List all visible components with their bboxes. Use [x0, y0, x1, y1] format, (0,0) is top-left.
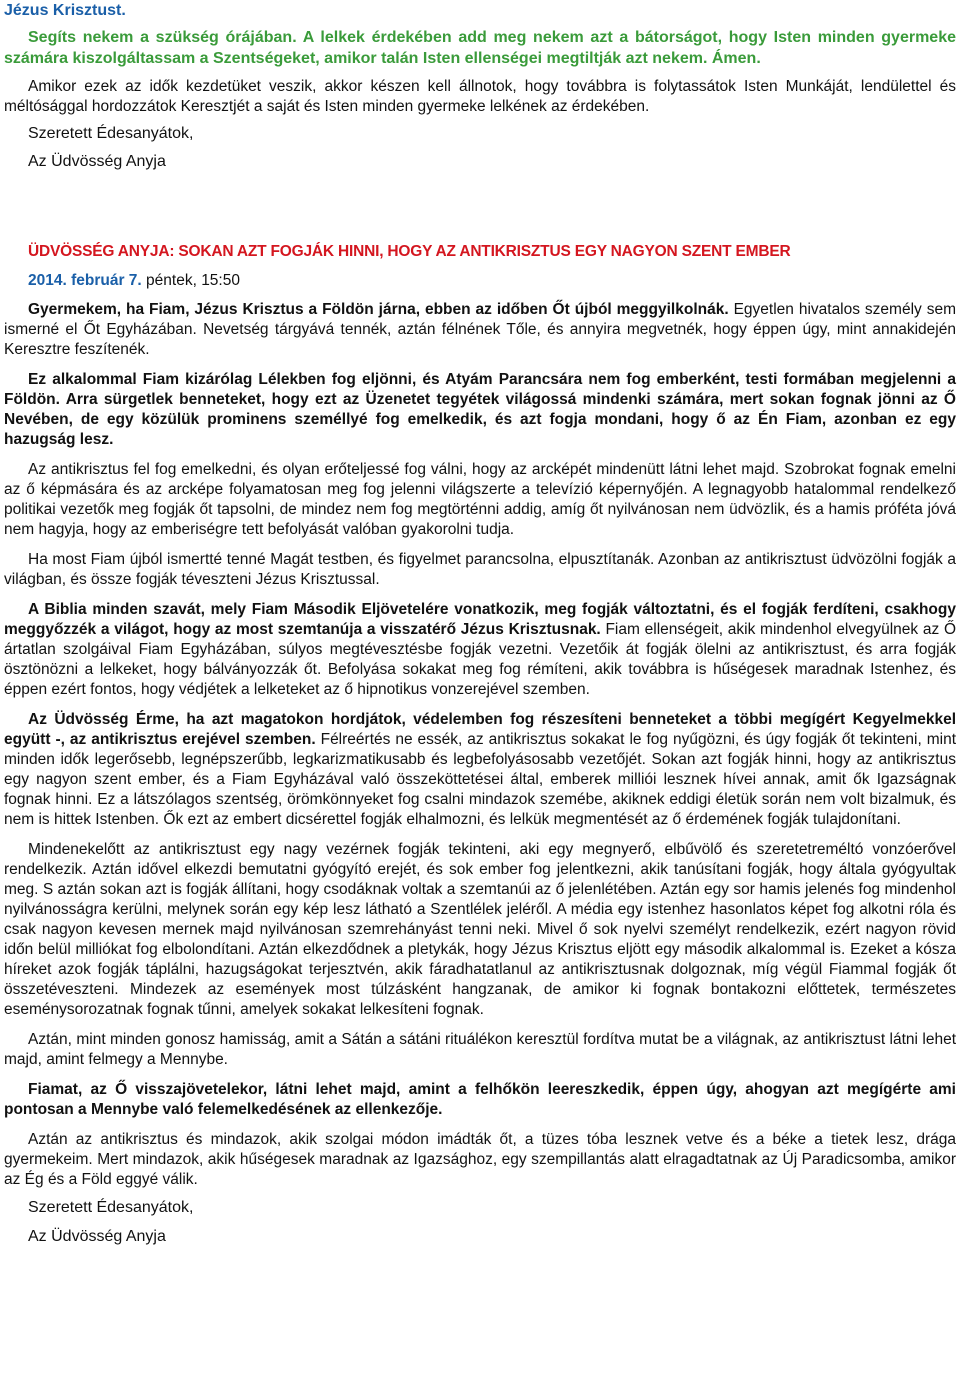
message-paragraph-2: Ez alkalommal Fiam kizárólag Lélekben fog eljönni, és Atyám Parancsára nem fog emberként, testi formában megjelenni a Földön. Arra sürgetlek benneteket, hogy ezt az Üzenetet tegyétek világossá mindenki számára, mert sokan fognak jönni az Ő Nevében, de egy közülük prominens személlyé fog emelkedik, és azt fogja mondani, hogy ő az Én Fiam, azonban ez egy hazugság lesz. [4, 371, 956, 448]
message-paragraph-7: Mindenekelőtt az antikrisztust egy nagy vezérnek fogják tekinteni, aki egy megnyerő, elbűvölő és szeretetreméltó vonzóerővel rendelkezik. Aztán idővel elkezdi bemutatni gyógyító erejét, és sok ember fog jelentkezni, akik tanúsítani fogják, hogy általa gyógyultak meg. S aztán sokan azt is fogják állítani, hogy csodáknak voltak a szemtanúi az ő jelenlétében. Aztán egy sor hamis jelenés fog mindenhol nyilvánosságra kerülni, melynek során egy kép lesz látható a Szentlélek jeléről. A média egy istenhez hasonlatos képet fog alkotni róla és csak nagyon kevesen mernek majd nyilvánosan szemrehányást tenni neki. Mivel ő sok nyelvi személyt rendelkezik, ezért nagyon rövid időn belül milliókat fog elbolondítani. Aztán elkezdődnek a pletykák, hogy Jézus Krisztus eljött egy második alkalommal is. Ezeket a kósza híreket azok fogják táplálni, hazugságokat terjesztvén, akik fáradhatatlanul az antikrisztusnak dolgoznak, míg végül Fiammal fogják őt összetéveszteni. Mindezek az események most túlzásként hangzanak, de amikor ki fognak bontakozni előttetek, természetes eseménysorozatnak fognak tűnni, amelyek sokakat lelkesíteni fognak. [4, 841, 956, 1018]
intro-signature-line-2: Az Üdvösség Anyja [28, 153, 166, 170]
message-signature-line-2: Az Üdvösség Anyja [28, 1228, 166, 1245]
message-paragraph-1: Gyermekem, ha Fiam, Jézus Krisztus a Földön járna, ebben az időben Őt újból meggyilkolnák. Egyetlen hivatalos személy sem ismerné el Őt Egyházában. Nevetség tárgyává tennék, aztán félnének Tőle, és annyira megvetnék, hogy éppen úgy, mint annakidején Keresztre feszítenék. [4, 301, 956, 358]
message-date [4, 271, 956, 291]
document-page [0, 1, 960, 1376]
message-date-bold: 2014. február 7. [28, 272, 142, 289]
message-paragraph-4: Ha most Fiam újból ismertté tenné Magát testben, és figyelmet parancsolna, elpusztítanák. Azonban az antikrisztust üdvözölni fogják a világban, és össze fogják téveszteni Jézus Krisztussal. [4, 551, 956, 588]
message-paragraph-5: A Biblia minden szavát, mely Fiam Második Eljövetelére vonatkozik, meg fogják változtatni, és el fogják ferdíteni, csakhogy meggyőzzék a világot, hogy az most szemtanúja a visszatérő Jézus Krisztusnak. Fiam ellenségeit, akik mindenhol elvegyülnek az Ő ártatlan szolgáival Fiam Egyházában, súlyos megtévesztésbe fogják vezetni. Vezetőik át fogják ölelni az antikrisztust, és arra fogják ösztönözni a lelkeket, hogy bálványozzák őt. Befolyása sokakat meg fog rémíteni, akik továbbra is hűségesek maradnak Istenhez, és éppen ezért fontos, hogy védjétek a lelketeket az ő hipnotikus vonzerejével szemben. [4, 601, 956, 698]
message-signature-line-1: Szeretett Édesanyátok, [28, 1199, 194, 1216]
message-paragraph-3: Az antikrisztus fel fog emelkedni, és olyan erőteljessé fog válni, hogy az arcképét mindenütt látni lehet majd. Szobrokat fognak emelni az ő képmására és az arcképe folyamatosan meg fog jelenni világszerte a televízió képernyőjén. A legnagyobb hatalommal rendelkező politikai vezetők meg fogják őt tapsolni, de mindez nem fog megtörténni addig, amíg őt nyilvánosan nem üdvözlik, és a hamis próféta jóvá nem hagyja, hogy az emberiségre tett befolyását valóban gyakorolni tudja. [4, 461, 956, 538]
intro-paragraph: Amikor ezek az idők kezdetüket veszik, akkor készen kell állnotok, hogy továbbra is folytassátok Isten Munkáját, lendülettel és méltósággal hordozzátok Keresztjét a saját és Isten minden gyermeke lelkének az érdekében. [4, 78, 956, 115]
message-date-rest: péntek, 15:50 [141, 272, 240, 289]
intro-signature-line-1: Szeretett Édesanyátok, [28, 125, 194, 142]
message-paragraph-6: Az Üdvösség Érme, ha azt magatokon hordjátok, védelemben fog részesíteni benneteket a többi megígért Kegyelmekkel együtt -, az antikrisztus erejével szemben. Félreértés ne essék, az antikrisztus sokakat le fog nyűgözni, és úgy fogják őt tekinteni, mint minden idők legerősebb, legnépszerűbb, legkarizmatikusabb és legbefolyásosabb vezetőjét. Sokan azt fogják hinni, hogy az antikrisztus egy nagyon szent ember, és a Fiam Egyházával való összeköttetései által, emberek milliói lesznek hívei annak, amit ők Igazságnak fognak hinni. Ez a látszólagos szentség, örömkönnyeket fog csalni mindazok szemébe, akiknek eddigi életük során nem volt bizalmuk, és nem is hittek Istenben. Ők ezt az embert dicsérettel fogják elhalmozni, és lelkük megmentését az ő érdemének fogják tulajdonítani. [4, 711, 957, 828]
message-paragraph-10: Aztán az antikrisztus és mindazok, akik szolgai módon imádták őt, a tüzes tóba lesznek vetve és a béke a tietek lesz, drága gyermekeim. Mert mindazok, akik hűségesek maradnak az Igazsághoz, egy szempillantás alatt elragadtatnak az Új Paradicsomba, amikor az Ég és a Föld eggyé válik. [4, 1131, 956, 1188]
intro-prayer: Segíts nekem a szükség órájában. A lelkek érdekében add meg nekem azt a bátorságot, hogy Isten minden gyermeke számára kiszolgáltassam a Szentségeket, amikor talán Isten ellenségei megtiltják azt nekem. Ámen. [4, 29, 956, 67]
message-heading: ÜDVÖSSÉG ANYJA: SOKAN AZT FOGJÁK HINNI, HOGY AZ ANTIKRISZTUS EGY NAGYON SZENT EMBER [28, 243, 791, 260]
intro-title: Jézus Krisztust. [4, 2, 126, 19]
message-paragraph-9: Fiamat, az Ő visszajövetelekor, látni lehet majd, amint a felhőkön leereszkedik, éppen úgy, ahogyan azt megígérte ami pontosan a Mennybe való felemelkedésének az ellenkezője. [4, 1081, 956, 1118]
message-paragraph-8: Aztán, mint minden gonosz hamisság, amit a Sátán a sátáni rituálékon keresztül fordítva mutat be a világnak, az antikrisztust látni lehet majd, amint felmegy a Mennybe. [4, 1031, 956, 1068]
